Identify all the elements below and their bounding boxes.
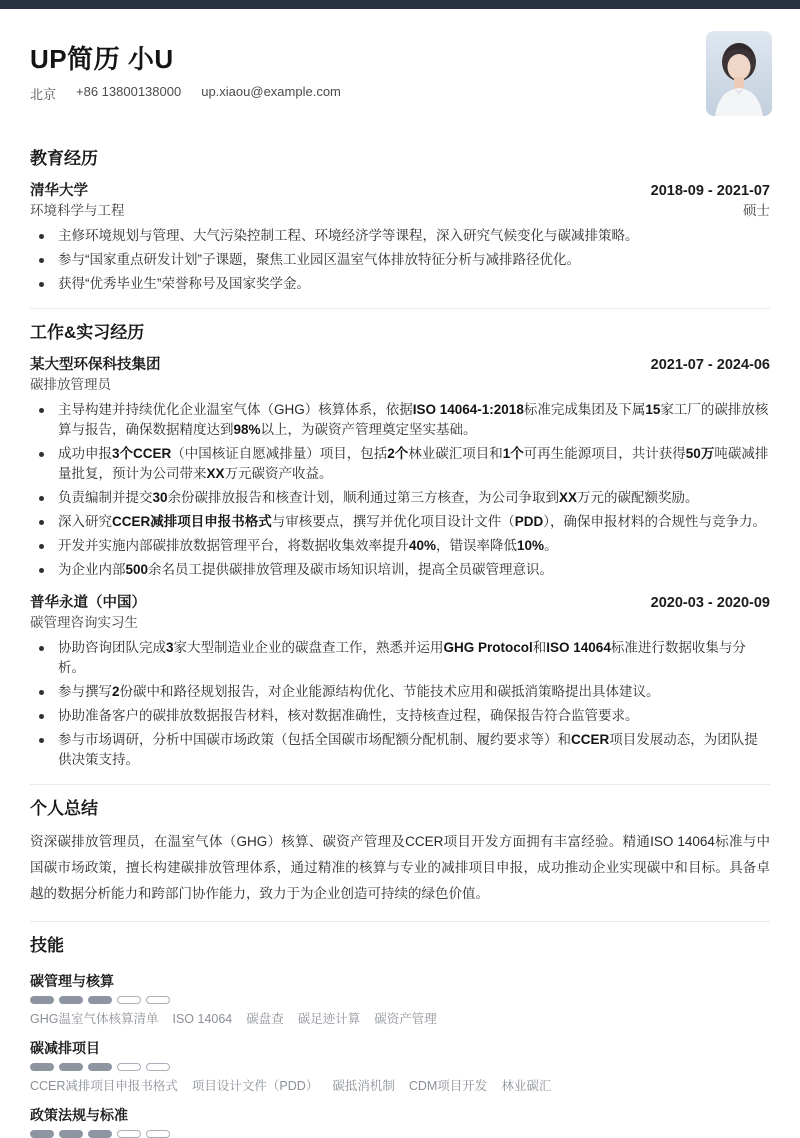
- contact-location: 北京: [30, 87, 57, 102]
- section-title-skills: 技能: [30, 936, 64, 955]
- school-name: 清华大学: [30, 183, 88, 199]
- contact-email: up.xiaou@example.com: [201, 84, 341, 99]
- education-entry: [30, 181, 770, 294]
- skill-group-name: 碳减排项目: [30, 1040, 100, 1056]
- profile-photo: [706, 31, 772, 116]
- education-date-range: 2018-09 - 2021-07: [650, 183, 770, 199]
- section-skills: [30, 921, 770, 1138]
- section-work: [30, 308, 770, 770]
- contact-phone: +86 13800138000: [76, 84, 182, 99]
- person-portrait-graphic: [706, 31, 772, 116]
- resume-header: [30, 9, 770, 103]
- section-title-education: 教育经历: [30, 149, 98, 168]
- work-bullet: 为企业内部500余名员工提供碳排放管理及碳市场知识培训，提高全员碳管理意识。: [58, 560, 770, 580]
- section-education: [30, 147, 770, 294]
- education-major: 环境科学与工程: [30, 203, 125, 218]
- section-summary: [30, 784, 770, 907]
- section-title-summary: 个人总结: [30, 799, 98, 818]
- top-accent-bar: [0, 0, 800, 9]
- skill-keywords: CCER减排项目申报书格式 项目设计文件（PDD） 碳抵消机制 CDM项目开发 林业碳汇: [30, 1079, 552, 1093]
- skill-level-bar: [30, 996, 770, 1004]
- work-bullet: 参与市场调研，分析中国碳市场政策（包括全国碳市场配额分配机制、履约要求等）和CCER项目发展动态，为团队提供决策支持。: [58, 730, 770, 770]
- skill-level-bar: [30, 1130, 770, 1138]
- skill-group: [30, 1039, 770, 1095]
- skill-group: [30, 1106, 770, 1138]
- job-title: 碳排放管理员: [30, 377, 111, 392]
- education-bullet-list: [30, 226, 770, 294]
- work-entry: [30, 593, 770, 770]
- education-bullet: 参与“国家重点研发计划”子课题，聚焦工业园区温室气体排放特征分析与减排路径优化。: [58, 250, 770, 270]
- company-name: 普华永道（中国）: [30, 595, 146, 611]
- education-bullet: 主修环境规划与管理、大气污染控制工程、环境经济学等课程，深入研究气候变化与碳减排策略。: [58, 226, 770, 246]
- work-entry: [30, 355, 770, 580]
- job-title: 碳管理咨询实习生: [30, 615, 138, 630]
- skill-level-bar: [30, 1063, 770, 1071]
- work-bullet: 开发并实施内部碳排放数据管理平台，将数据收集效率提升40%，错误率降低10%。: [58, 536, 770, 556]
- work-date-range: 2021-07 - 2024-06: [650, 357, 770, 373]
- work-bullet: 成功申报3个CCER（中国核证自愿减排量）项目，包括2个林业碳汇项目和1个可再生能源项目，共计获得50万吨碳减排量批复，预计为公司带来XX万元碳资产收益。: [58, 444, 770, 484]
- work-bullet-list: [30, 400, 770, 580]
- resume-page: [0, 9, 800, 1138]
- work-bullet: 参与撰写2份碳中和路径规划报告，对企业能源结构优化、节能技术应用和碳抵消策略提出具体建议。: [58, 682, 770, 702]
- company-name: 某大型环保科技集团: [30, 357, 161, 373]
- work-bullet: 主导构建并持续优化企业温室气体（GHG）核算体系，依据ISO 14064-1:2018标准完成集团及下属15家工厂的碳排放核算与报告，确保数据精度达到98%以上，为碳资产管理奠定坚实基础。: [58, 400, 770, 440]
- work-bullet: 协助准备客户的碳排放数据报告材料，核对数据准确性，支持核查过程，确保报告符合监管要求。: [58, 706, 770, 726]
- work-date-range: 2020-03 - 2020-09: [650, 595, 770, 611]
- skill-group-name: 碳管理与核算: [30, 973, 114, 989]
- contact-row: [30, 84, 770, 103]
- education-degree: 硕士: [743, 203, 770, 218]
- skill-group-name: 政策法规与标准: [30, 1107, 128, 1123]
- work-bullet: 深入研究CCER减排项目申报书格式与审核要点，撰写并优化项目设计文件（PDD），确保申报材料的合规性与竞争力。: [58, 512, 770, 532]
- section-title-work: 工作&实习经历: [30, 323, 145, 342]
- skill-group: [30, 972, 770, 1028]
- education-bullet: 获得“优秀毕业生”荣誉称号及国家奖学金。: [58, 274, 770, 294]
- work-bullet: 协助咨询团队完成3家大型制造业企业的碳盘查工作，熟悉并运用GHG Protocol和ISO 14064标准进行数据收集与分析。: [58, 638, 770, 678]
- work-bullet-list: [30, 638, 770, 770]
- candidate-name: UP简历 小U: [30, 44, 174, 74]
- work-bullet: 负责编制并提交30余份碳排放报告和核查计划，顺利通过第三方核查，为公司争取到XX万元的碳配额奖励。: [58, 488, 770, 508]
- summary-paragraph: 资深碳排放管理员，在温室气体（GHG）核算、碳资产管理及CCER项目开发方面拥有丰富经验。精通ISO 14064标准与中国碳市场政策，擅长构建碳排放管理体系，通过精准的核算与专业的减排项目申报，成功推动企业实现碳中和目标。具备卓越的数据分析能力和跨部门协作能力，致力于为企业创造可持续的绿色价值。: [30, 834, 770, 901]
- skill-keywords: GHG温室气体核算清单 ISO 14064 碳盘查 碳足迹计算 碳资产管理: [30, 1012, 437, 1026]
